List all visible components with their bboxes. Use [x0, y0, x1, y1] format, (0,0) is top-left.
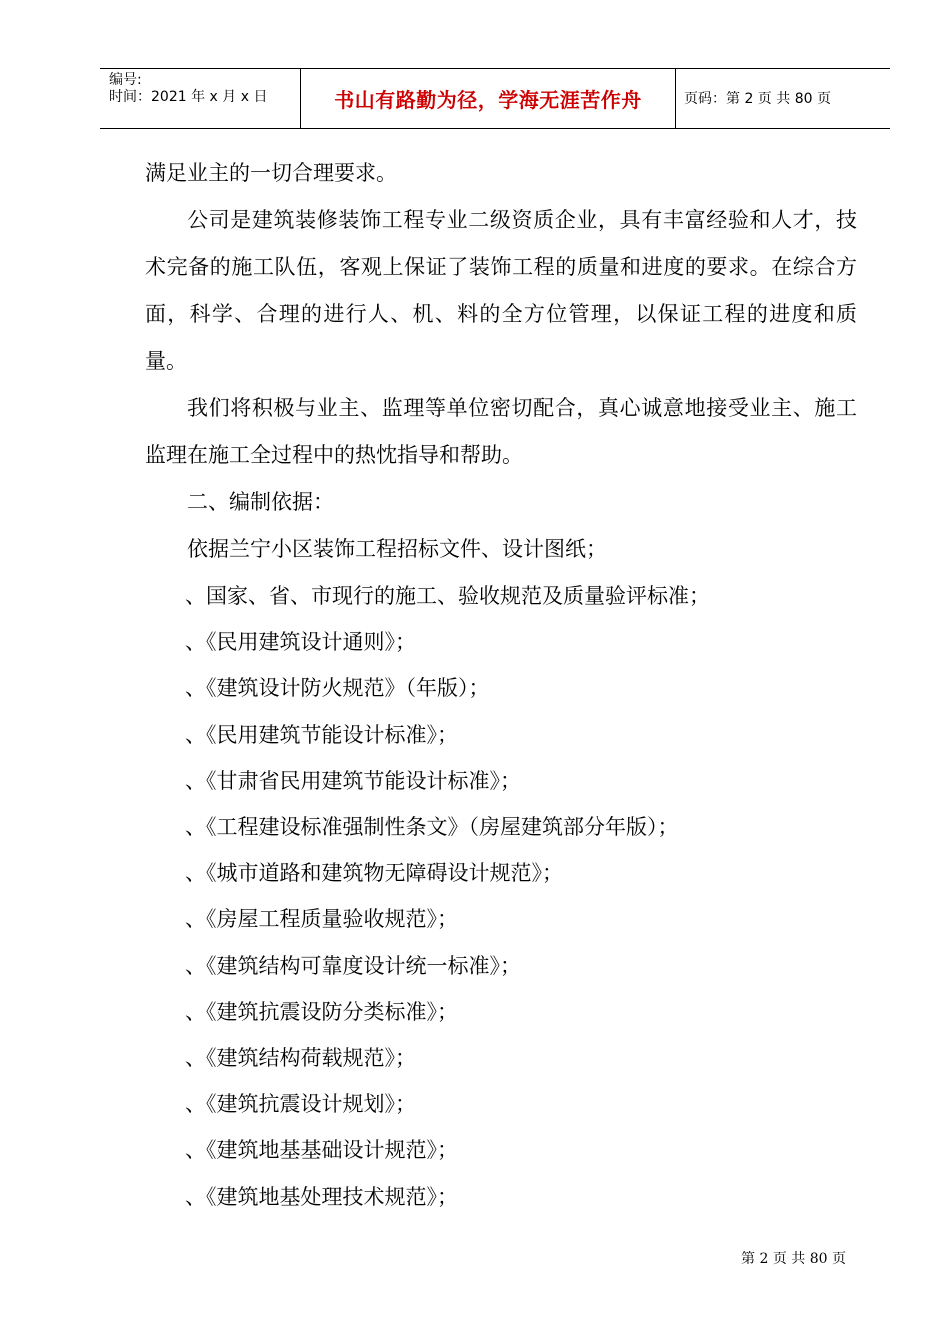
list-item: 、《建筑地基处理技术规范》；	[185, 1184, 458, 1209]
header-meta-cell	[100, 69, 301, 128]
section-heading-basis: 二、编制依据：	[187, 490, 334, 514]
list-item: 、《甘肃省民用建筑节能设计标准》；	[185, 768, 521, 793]
list-item: 、国家、省、市现行的施工、验收规范及质量验评标准；	[185, 584, 710, 608]
list-item: 、《民用建筑设计通则》；	[185, 630, 416, 655]
list-item: 、《建筑结构荷载规范》；	[185, 1046, 416, 1071]
list-item: 、《工程建设标准强制性条文》（房屋建筑部分年版）；	[185, 815, 679, 840]
list-item: 、《房屋工程质量验收规范》；	[185, 907, 458, 932]
paragraph-continuation: 满足业主的一切合理要求。	[145, 161, 397, 185]
list-item: 、《建筑地基基础设计规范》；	[185, 1138, 458, 1163]
list-item: 、《民用建筑节能设计标准》；	[185, 722, 458, 747]
list-item: 、《城市道路和建筑物无障碍设计规范》；	[185, 861, 563, 886]
list-item: 、《建筑结构可靠度设计统一标准》；	[185, 953, 521, 978]
paragraph-basis-documents: 依据兰宁小区装饰工程招标文件、设计图纸；	[187, 537, 607, 561]
header-page-number: 页码：第 2 页 共 80 页	[684, 90, 831, 107]
list-item: 、《建筑设计防火规范》（年版）；	[185, 676, 490, 701]
list-item: 、《建筑抗震设防分类标准》；	[185, 999, 458, 1024]
page-header	[100, 68, 890, 129]
list-item: 、《建筑抗震设计规划》；	[185, 1092, 416, 1117]
paragraph-cooperation: 我们将积极与业主、监理等单位密切配合，真心诚意地接受业主、施工监理在施工全过程中的热忱指导和帮助。	[145, 396, 857, 467]
header-motto-cell	[301, 69, 676, 128]
header-page-cell	[676, 69, 890, 128]
header-motto: 书山有路勤为径，学海无涯苦作舟	[334, 88, 642, 112]
standards-list	[145, 573, 857, 1220]
document-time-label: 时间：2021 年 x 月 x 日	[109, 89, 268, 105]
document-number-label: 编号:	[109, 72, 142, 88]
paragraph-company-qualification: 公司是建筑装修装饰工程专业二级资质企业，具有丰富经验和人才，技术完备的施工队伍，客观上保证了装饰工程的质量和进度的要求。在综合方面，科学、合理的进行人、机、料的全方位管理，以保证工程的进度和质量。	[145, 208, 857, 373]
footer-page-number: 第 2 页 共 80 页	[741, 1251, 846, 1267]
document-body	[145, 150, 857, 1220]
